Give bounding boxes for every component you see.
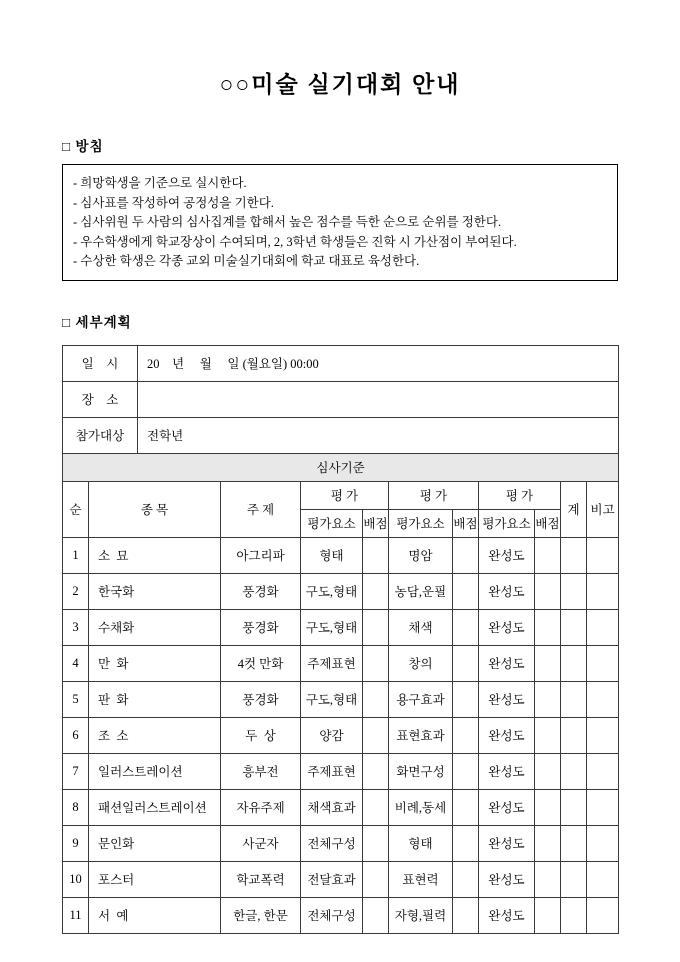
cell-p1: [363, 681, 389, 717]
cell-e3: 완성도: [479, 573, 535, 609]
cell-e3: 완성도: [479, 717, 535, 753]
cell-note: [587, 897, 619, 933]
cell-theme: 4컷 만화: [221, 645, 301, 681]
col-header-total: 계: [561, 481, 587, 537]
cell-p3: [535, 645, 561, 681]
cell-p2: [453, 609, 479, 645]
cell-no: 10: [63, 861, 89, 897]
cell-theme: 풍경화: [221, 609, 301, 645]
cell-p3: [535, 825, 561, 861]
cell-p3: [535, 753, 561, 789]
cell-total: [561, 681, 587, 717]
cell-total: [561, 753, 587, 789]
cell-category: 문인화: [89, 825, 221, 861]
cell-category: 패션일러스트레이션: [89, 789, 221, 825]
cell-total: [561, 573, 587, 609]
cell-no: 4: [63, 645, 89, 681]
table-row: [63, 681, 619, 717]
cell-no: 1: [63, 537, 89, 573]
cell-note: [587, 609, 619, 645]
cell-e1: 채색효과: [301, 789, 363, 825]
cell-total: [561, 861, 587, 897]
table-row: [63, 537, 619, 573]
cell-p1: [363, 789, 389, 825]
cell-e1: 구도,형태: [301, 681, 363, 717]
cell-p1: [363, 717, 389, 753]
col-header-eval-element-1: 평가요소: [301, 509, 363, 537]
cell-total: [561, 645, 587, 681]
cell-no: 8: [63, 789, 89, 825]
cell-category: 한국화: [89, 573, 221, 609]
cell-note: [587, 753, 619, 789]
cell-p3: [535, 897, 561, 933]
cell-note: [587, 537, 619, 573]
info-row-target: [63, 417, 619, 453]
cell-e1: 전달효과: [301, 861, 363, 897]
cell-p3: [535, 573, 561, 609]
cell-total: [561, 717, 587, 753]
cell-e3: 완성도: [479, 609, 535, 645]
criteria-body: [63, 537, 619, 933]
cell-e1: 전체구성: [301, 825, 363, 861]
cell-category: 서 예: [89, 897, 221, 933]
cell-category: 일러스트레이션: [89, 753, 221, 789]
cell-p2: [453, 789, 479, 825]
cell-p2: [453, 537, 479, 573]
cell-p1: [363, 861, 389, 897]
policy-item: - 수상한 학생은 각종 교외 미술실기대회에 학교 대표로 육성한다.: [73, 254, 420, 268]
cell-no: 9: [63, 825, 89, 861]
cell-e2: 화면구성: [389, 753, 453, 789]
cell-e3: 완성도: [479, 861, 535, 897]
col-header-points-1: 배점: [363, 509, 389, 537]
info-value-date: 20 년 월 일 (월요일) 00:00: [138, 345, 619, 381]
cell-total: [561, 897, 587, 933]
cell-theme: 아그리파: [221, 537, 301, 573]
criteria-title-cell: 심사기준: [63, 453, 619, 481]
criteria-header-row-1: [63, 481, 619, 509]
cell-note: [587, 681, 619, 717]
table-row: [63, 645, 619, 681]
criteria-title-row: [63, 453, 619, 481]
policy-item: - 우수학생에게 학교장상이 수여되며, 2, 3학년 학생들은 진학 시 가산점이 부여된다.: [73, 234, 517, 249]
cell-p1: [363, 897, 389, 933]
cell-p1: [363, 609, 389, 645]
cell-category: 소 묘: [89, 537, 221, 573]
cell-theme: 학교폭력: [221, 861, 301, 897]
table-row: [63, 609, 619, 645]
col-header-points-2: 배점: [453, 509, 479, 537]
cell-p2: [453, 681, 479, 717]
document-title: ○○미술 실기대회 안내: [219, 72, 461, 97]
cell-e1: 구도,형태: [301, 573, 363, 609]
cell-e2: 명암: [389, 537, 453, 573]
cell-e2: 형태: [389, 825, 453, 861]
info-label-place: 장 소: [63, 381, 138, 417]
plan-heading: □ 세부계획: [62, 314, 132, 330]
col-header-eval-element-3: 평가요소: [479, 509, 535, 537]
cell-theme: 풍경화: [221, 573, 301, 609]
cell-p3: [535, 789, 561, 825]
cell-e3: 완성도: [479, 753, 535, 789]
cell-theme: 자유주제: [221, 789, 301, 825]
cell-note: [587, 789, 619, 825]
cell-p1: [363, 825, 389, 861]
cell-theme: 두 상: [221, 717, 301, 753]
cell-note: [587, 861, 619, 897]
cell-e3: 완성도: [479, 645, 535, 681]
cell-no: 11: [63, 897, 89, 933]
cell-note: [587, 645, 619, 681]
cell-e2: 농담,운필: [389, 573, 453, 609]
cell-e3: 완성도: [479, 897, 535, 933]
cell-e2: 자형,필력: [389, 897, 453, 933]
policy-item: - 심사표를 작성하여 공정성을 기한다.: [73, 195, 274, 210]
cell-no: 2: [63, 573, 89, 609]
policy-heading: □ 방침: [62, 139, 104, 154]
cell-e1: 양감: [301, 717, 363, 753]
col-header-eval-3: 평 가: [479, 481, 561, 509]
cell-total: [561, 609, 587, 645]
cell-e3: 완성도: [479, 681, 535, 717]
cell-p2: [453, 825, 479, 861]
cell-p3: [535, 717, 561, 753]
cell-p1: [363, 753, 389, 789]
cell-e2: 채색: [389, 609, 453, 645]
cell-e1: 주제표현: [301, 645, 363, 681]
info-label-date: 일 시: [63, 345, 138, 381]
cell-p2: [453, 861, 479, 897]
cell-e1: 주제표현: [301, 753, 363, 789]
cell-no: 5: [63, 681, 89, 717]
cell-e2: 창의: [389, 645, 453, 681]
cell-e1: 구도,형태: [301, 609, 363, 645]
cell-category: 만 화: [89, 645, 221, 681]
cell-e3: 완성도: [479, 825, 535, 861]
col-header-no: 순: [63, 481, 89, 537]
cell-total: [561, 825, 587, 861]
info-value-place: [138, 381, 619, 417]
cell-e3: 완성도: [479, 537, 535, 573]
cell-p2: [453, 753, 479, 789]
cell-p1: [363, 645, 389, 681]
cell-note: [587, 573, 619, 609]
cell-note: [587, 717, 619, 753]
cell-no: 7: [63, 753, 89, 789]
table-row: [63, 753, 619, 789]
criteria-table: [62, 453, 619, 934]
col-header-theme: 주 제: [221, 481, 301, 537]
cell-e2: 표현력: [389, 861, 453, 897]
cell-note: [587, 825, 619, 861]
cell-e3: 완성도: [479, 789, 535, 825]
col-header-category: 종 목: [89, 481, 221, 537]
cell-category: 수채화: [89, 609, 221, 645]
cell-p2: [453, 573, 479, 609]
col-header-eval-2: 평 가: [389, 481, 479, 509]
cell-p3: [535, 681, 561, 717]
cell-theme: 흥부전: [221, 753, 301, 789]
col-header-eval-element-2: 평가요소: [389, 509, 453, 537]
cell-p3: [535, 861, 561, 897]
cell-p2: [453, 717, 479, 753]
info-row-place: [63, 381, 619, 417]
cell-p1: [363, 573, 389, 609]
table-row: [63, 897, 619, 933]
col-header-points-3: 배점: [535, 509, 561, 537]
cell-p2: [453, 897, 479, 933]
policy-box: [62, 164, 618, 281]
cell-category: 조 소: [89, 717, 221, 753]
col-header-eval-1: 평 가: [301, 481, 389, 509]
cell-p3: [535, 609, 561, 645]
cell-e2: 표현효과: [389, 717, 453, 753]
cell-e2: 비례,동세: [389, 789, 453, 825]
policy-item: - 희망학생을 기준으로 실시한다.: [73, 176, 247, 190]
cell-theme: 사군자: [221, 825, 301, 861]
cell-theme: 한글, 한문: [221, 897, 301, 933]
cell-theme: 풍경화: [221, 681, 301, 717]
cell-p2: [453, 645, 479, 681]
cell-p3: [535, 537, 561, 573]
cell-p1: [363, 537, 389, 573]
cell-e2: 용구효과: [389, 681, 453, 717]
info-value-target: 전학년: [138, 417, 619, 453]
table-row: [63, 825, 619, 861]
cell-e1: 형태: [301, 537, 363, 573]
cell-no: 6: [63, 717, 89, 753]
policy-item: - 심사위원 두 사람의 심사집계를 합해서 높은 점수를 득한 순으로 순위를 정한다.: [73, 215, 502, 229]
cell-e1: 전체구성: [301, 897, 363, 933]
info-label-target: 참가대상: [63, 417, 138, 453]
table-row: [63, 861, 619, 897]
cell-total: [561, 537, 587, 573]
table-row: [63, 573, 619, 609]
info-table: [62, 345, 619, 454]
table-row: [63, 717, 619, 753]
cell-category: 판 화: [89, 681, 221, 717]
info-row-date: [63, 345, 619, 381]
col-header-note: 비고: [587, 481, 619, 537]
cell-total: [561, 789, 587, 825]
table-row: [63, 789, 619, 825]
cell-no: 3: [63, 609, 89, 645]
cell-category: 포스터: [89, 861, 221, 897]
